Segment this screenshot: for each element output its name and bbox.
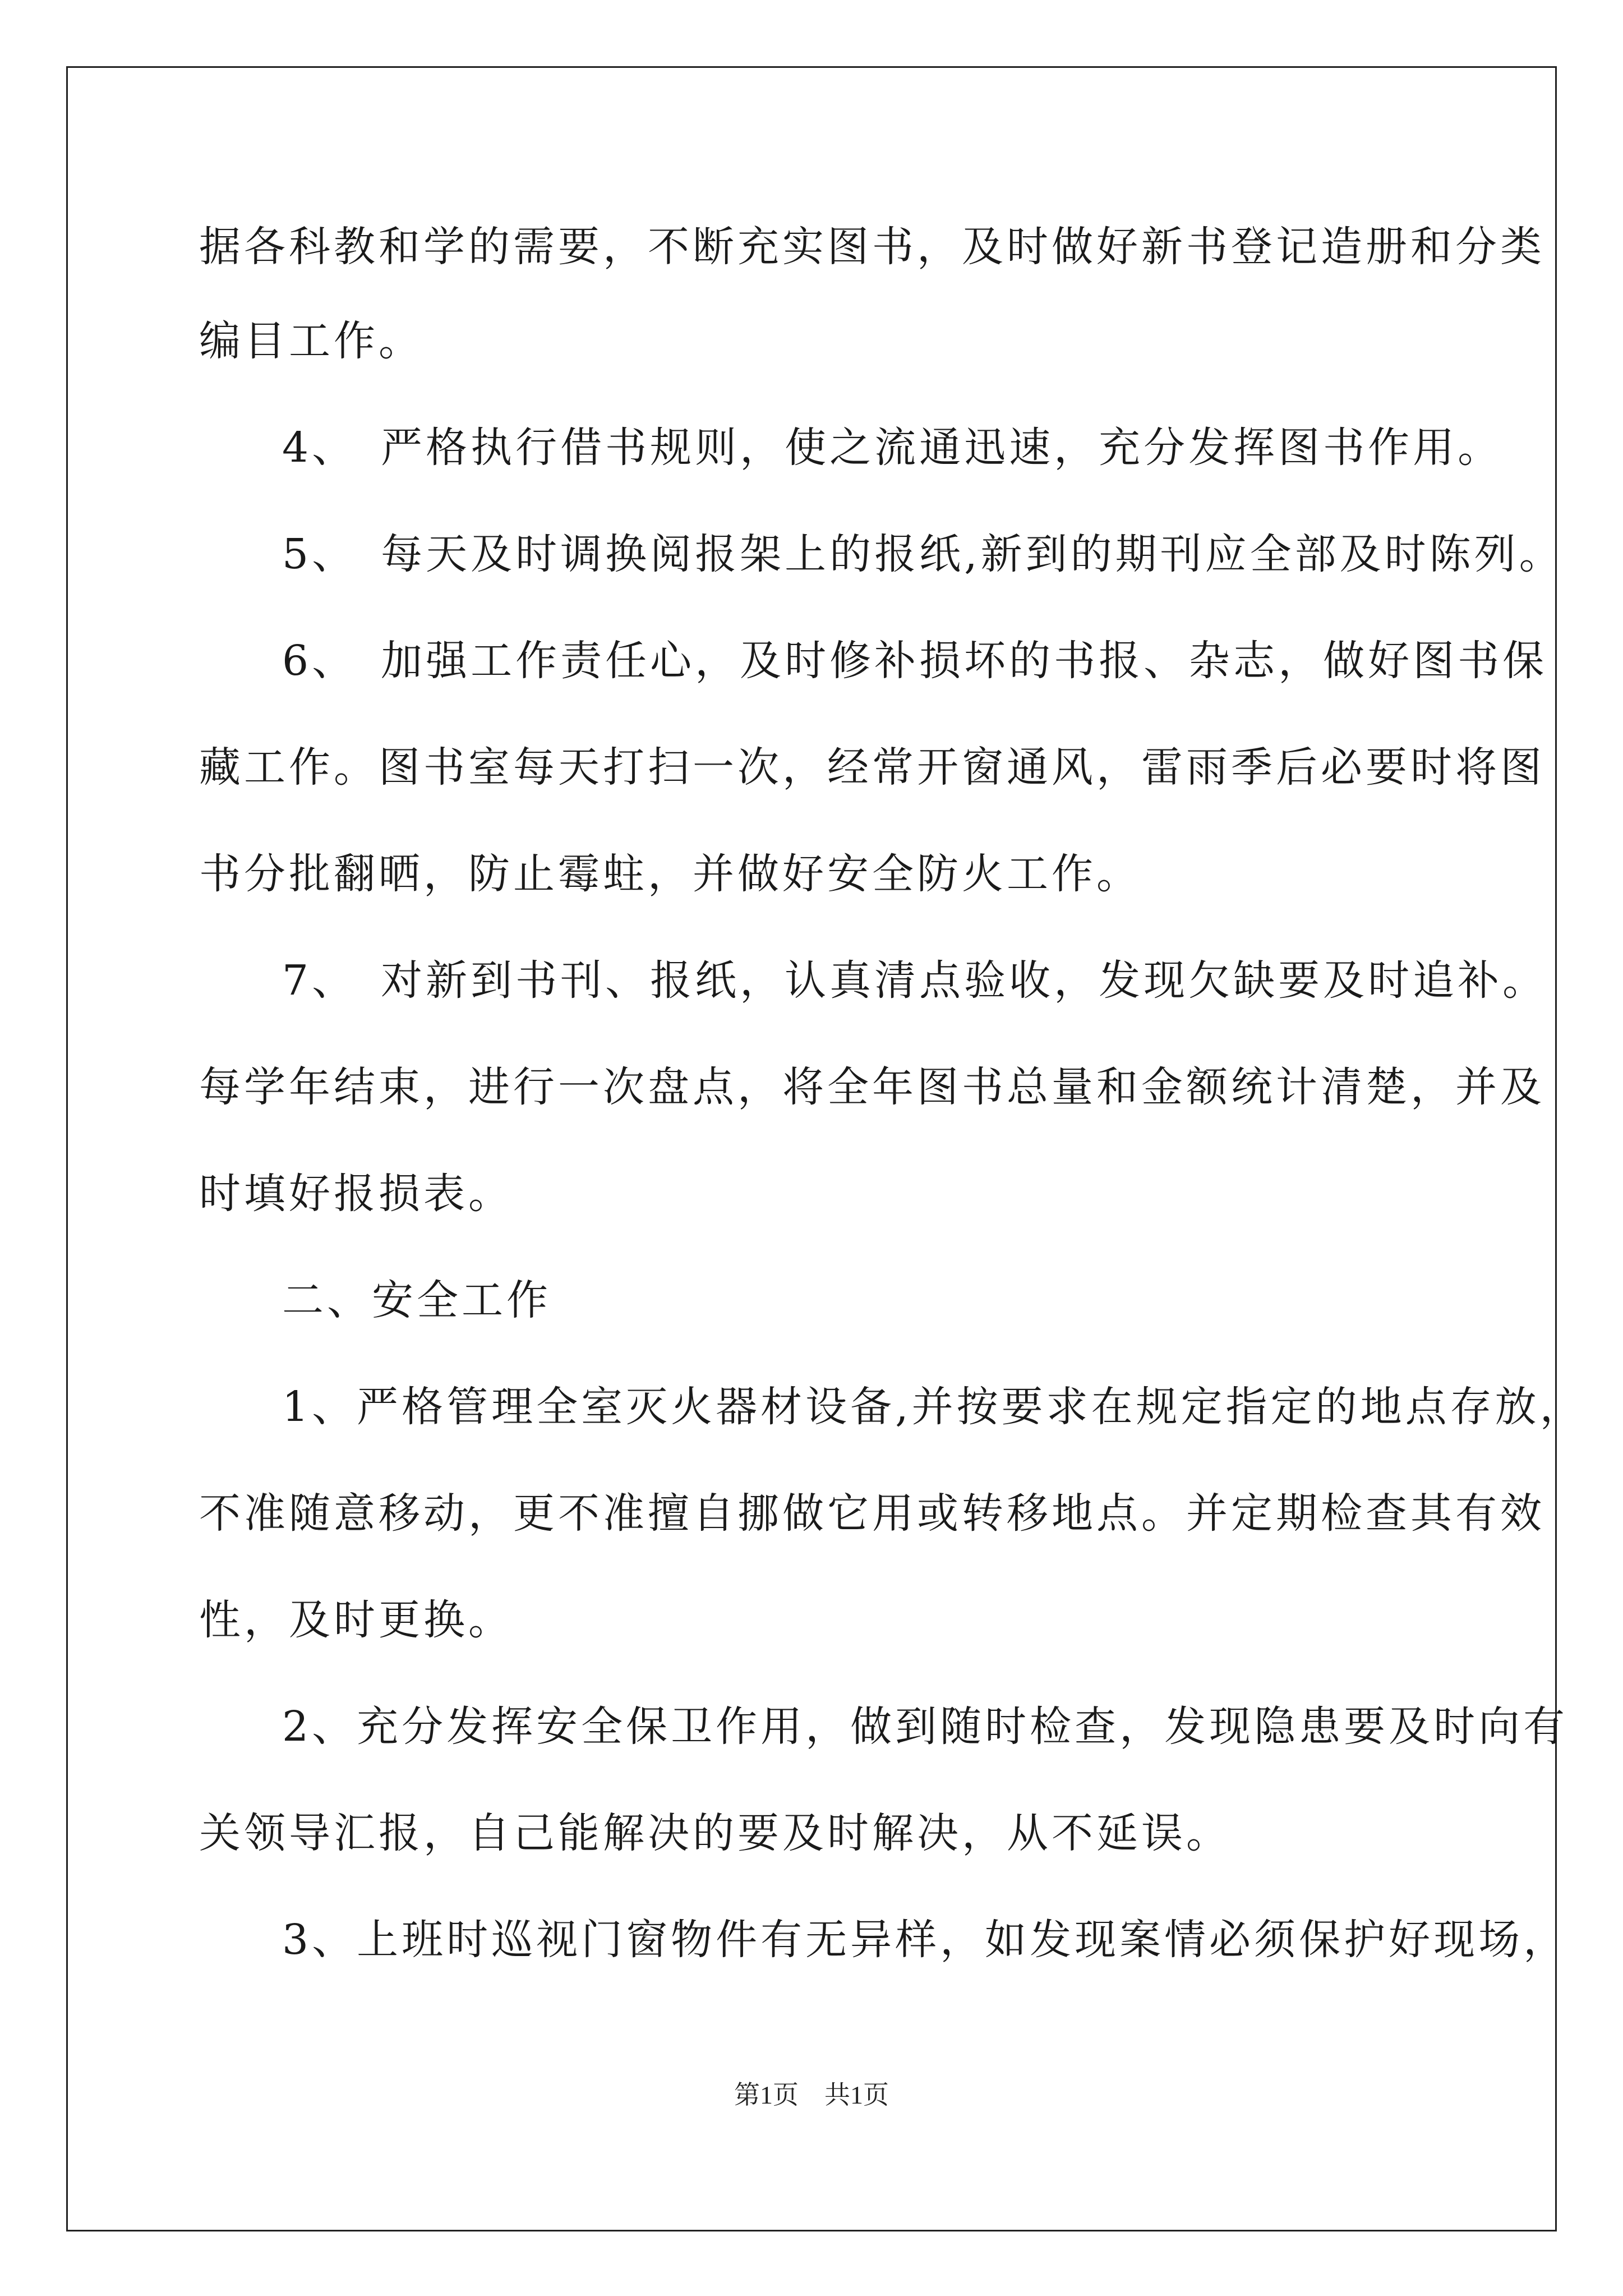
text-line: 关领导汇报，自己能解决的要及时解决，从不延误。 (199, 1809, 1231, 1857)
text-line: 不准随意移动，更不准擅自挪做它用或转移地点。并定期检查其有效 (199, 1489, 1545, 1538)
text-line: 2、充分发挥安全保卫作用，做到随时检查，发现隐患要及时向有 (282, 1703, 1569, 1751)
text-line: 据各科教和学的需要，不断充实图书，及时做好新书登记造册和分类 (199, 223, 1545, 271)
page-border (66, 66, 1557, 2231)
text-line: 每学年结束，进行一次盘点，将全年图书总量和金额统计清楚，并及 (199, 1063, 1545, 1111)
text-line: 6、 加强工作责任心，及时修补损坏的书报、杂志，做好图书保 (282, 637, 1548, 685)
text-line: 4、 严格执行借书规则，使之流通迅速，充分发挥图书作用。 (282, 424, 1503, 472)
text-line: 性，及时更换。 (199, 1596, 513, 1644)
text-line: 编目工作。 (199, 317, 423, 365)
text-line: 5、 每天及时调换阅报架上的报纸,新到的期刊应全部及时陈列。 (282, 530, 1564, 578)
text-line: 书分批翻晒，防止霉蛀，并做好安全防火工作。 (199, 850, 1141, 898)
section-heading: 二、安全工作 (282, 1276, 551, 1324)
text-line: 7、 对新到书刊、报纸，认真清点验收，发现欠缺要及时追补。 (282, 956, 1548, 1005)
page-number: 第1页 共1页 (734, 2081, 889, 2109)
text-line: 藏工作。图书室每天打扫一次，经常开窗通风，雷雨季后必要时将图 (199, 743, 1545, 792)
text-line: 1、严格管理全室灭火器材设备,并按要求在规定指定的地点存放， (282, 1383, 1585, 1431)
text-line: 时填好报损表。 (199, 1170, 513, 1218)
text-line: 3、上班时巡视门窗物件有无异样，如发现案情必须保护好现场， (282, 1916, 1569, 1964)
